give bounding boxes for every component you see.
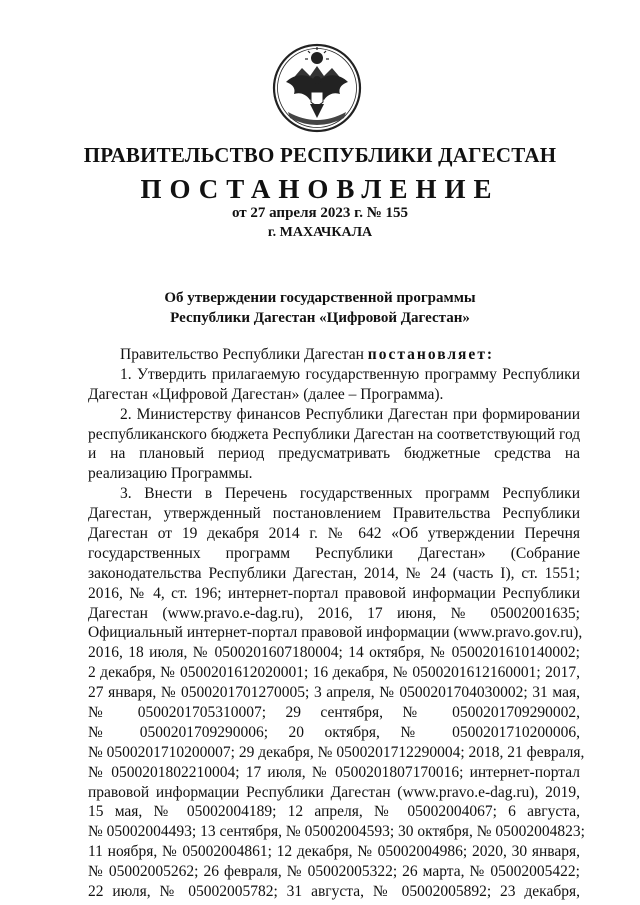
body-line: № 0500201710200007; 29 декабря, № 0500201712290004; 2018, 21 февраля,	[88, 743, 585, 761]
body-line: 2. Министерству финансов Республики Дагестан при формировании	[120, 405, 580, 423]
body-line: Дагестан, утвержденный постановлением Правительства Республики	[88, 505, 580, 523]
subject-line: Об утверждении государственной программы	[164, 290, 476, 306]
body-line: Дагестан от 19 декабря 2014 г. № 642 «Об утверждении Перечня	[88, 525, 580, 543]
body-line: 2016, 18 июля, № 0500201607180004; 14 октября, № 0500201610140002;	[88, 644, 580, 662]
body-line: № 05002004493; 13 сентября, № 05002004593; 30 октября, № 05002004823;	[88, 823, 585, 841]
body-line: 1. Утвердить прилагаемую государственную программу Республики	[120, 365, 580, 383]
subject-line: Республики Дагестан «Цифровой Дагестан»	[170, 310, 470, 326]
document-type-title: ПОСТАНОВЛЕНИЕ	[140, 174, 500, 204]
body-line: Официальный интернет-портал правовой информации (www.pravo.gov.ru),	[88, 624, 583, 642]
body-line: правовой информации Республики Дагестан (www.pravo.e-dag.ru), 2019,	[88, 783, 580, 801]
body-line: 22 июля, № 05002005782; 31 августа, № 05002005892; 23 декабря,	[88, 883, 580, 901]
government-title: ПРАВИТЕЛЬСТВО РЕСПУБЛИКИ ДАГЕСТАН	[83, 143, 557, 167]
body-line: республиканского бюджета Республики Дагестан на соответствующий год	[88, 425, 581, 443]
body-line: 3. Внести в Перечень государственных программ Республики	[120, 485, 580, 503]
body-line: № 05002005262; 26 февраля, № 05002005322; 26 марта, № 05002005422;	[88, 863, 580, 881]
document-body	[88, 345, 585, 902]
body-line: 15 мая, № 05002004189; 12 апреля, № 05002004067; 6 августа,	[88, 803, 580, 821]
body-line: законодательства Республики Дагестан, 2014, № 24 (часть I), ст. 1551;	[88, 564, 580, 582]
body-line: 27 января, № 0500201701270005; 3 апреля, № 0500201704030002; 31 мая,	[88, 684, 580, 702]
document-subject	[0, 288, 640, 328]
body-line: и на плановый период предусматривать бюджетные средства на	[88, 445, 580, 463]
body-line: № 0500201802210004; 17 июля, № 0500201807170016; интернет-портал	[88, 763, 580, 781]
body-line: Дагестан (www.pravo.e-dag.ru), 2016, 17 июня, № 05002001635;	[88, 604, 580, 622]
body-line: государственных программ Республики Дагестан» (Собрание	[88, 544, 580, 562]
body-line: № 0500201705310007; 29 сентября, № 0500201709290002,	[88, 704, 580, 722]
preamble-text: Правительство Республики Дагестан	[120, 346, 364, 363]
body-line: 2016, № 4, ст. 196; интернет-портал правовой информации Республики	[88, 584, 580, 602]
preamble-line	[88, 345, 580, 365]
body-line: Дагестан «Цифровой Дагестан» (далее – Программа).	[88, 385, 444, 403]
preamble-keyword: постановляет:	[367, 346, 495, 363]
document-city: г. МАХАЧКАЛА	[267, 225, 373, 240]
document-date-number: от 27 апреля 2023 г. № 155	[231, 205, 409, 221]
dagestan-coat-of-arms-icon	[272, 42, 362, 134]
body-line: 2 декабря, № 0500201612020001; 16 декабря, № 0500201612160001; 2017,	[88, 664, 580, 682]
body-line: реализацию Программы.	[88, 465, 253, 483]
body-line: 11 ноября, № 05002004861; 12 декабря, № 05002004986; 2020, 30 января,	[88, 843, 580, 861]
body-line: № 0500201709290006; 20 октября, № 0500201710200006,	[88, 723, 580, 741]
